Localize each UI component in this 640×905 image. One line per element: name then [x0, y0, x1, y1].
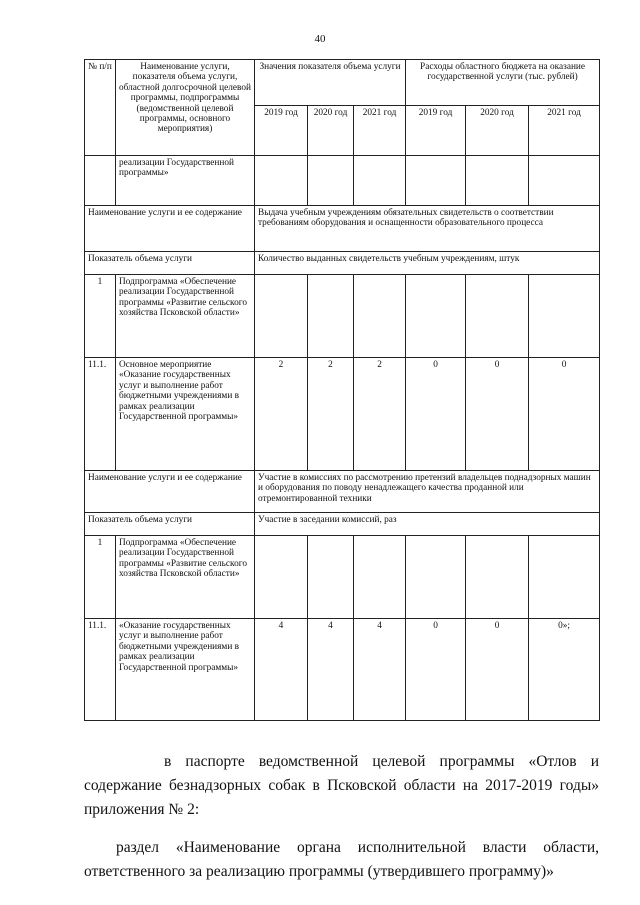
header-year: 2020 год	[466, 106, 529, 156]
service-label: Наименование услуги и ее содержание	[85, 206, 255, 252]
service-label: Наименование услуги и ее содержание	[85, 471, 255, 513]
value-cell: 4	[354, 619, 406, 721]
value-cell	[354, 275, 406, 358]
value-cell	[255, 275, 308, 358]
indicator-value: Участие в заседании комиссий, раз	[255, 513, 600, 536]
value-cell: 4	[255, 619, 308, 721]
value-cell: 0»;	[529, 619, 600, 721]
header-year: 2021 год	[529, 106, 600, 156]
value-cell	[466, 536, 529, 619]
header-expenses-group: Расходы областного бюджета на оказание государственной услуги (тыс. рублей)	[406, 60, 600, 106]
value-cell: 0	[406, 358, 466, 471]
indicator-row	[85, 252, 600, 275]
row-num: 1	[85, 536, 116, 619]
indicator-value: Количество выданных свидетельств учебным учреждениям, штук	[255, 252, 600, 275]
header-year: 2019 год	[406, 106, 466, 156]
row-num	[85, 156, 116, 206]
value-cell: 2	[354, 358, 406, 471]
service-value: Участие в комиссиях по рассмотрению претензий владельцев поднадзорных машин и оборудования по поводу ненадлежащего качества проданной или отремонтированной техники	[255, 471, 600, 513]
value-cell	[255, 536, 308, 619]
body-paragraph: раздел «Наименование органа исполнительной власти области, ответственного за реализацию программы (утвердившего программу)»	[84, 838, 599, 880]
value-cell: 0	[466, 358, 529, 471]
header-name: Наименование услуги, показателя объема услуги, областной долгосрочной целевой программы, подпрограммы (ведомственной целевой программы, основного мероприятия)	[116, 60, 255, 156]
value-cell	[529, 536, 600, 619]
row-name: Подпрограмма «Обеспечение реализации Государственной программы «Развитие сельского хозяйства Псковской области»	[116, 536, 255, 619]
header-values-group: Значения показателя объема услуги	[255, 60, 406, 106]
row-name: Подпрограмма «Обеспечение реализации Государственной программы «Развитие сельского хозяйства Псковской области»	[116, 275, 255, 358]
value-cell	[354, 536, 406, 619]
row-num: 1	[85, 275, 116, 358]
value-cell	[308, 536, 354, 619]
table-row	[85, 156, 600, 206]
table-row	[85, 275, 600, 358]
header-year: 2020 год	[308, 106, 354, 156]
header-year: 2019 год	[255, 106, 308, 156]
services-table	[84, 59, 600, 721]
table-row	[85, 619, 600, 721]
table-row	[85, 536, 600, 619]
value-cell: 0	[529, 358, 600, 471]
page-number: 40	[314, 33, 326, 45]
indicator-label: Показатель объема услуги	[85, 513, 255, 536]
table-row	[85, 358, 600, 471]
value-cell	[406, 275, 466, 358]
value-cell	[529, 275, 600, 358]
value-cell: 2	[308, 358, 354, 471]
value-cell: 0	[466, 619, 529, 721]
value-cell: 4	[308, 619, 354, 721]
service-row	[85, 471, 600, 513]
row-name: реализации Государственной программы»	[116, 156, 255, 206]
value-cell	[308, 275, 354, 358]
body-paragraph: в паспорте ведомственной целевой программы «Отлов и содержание безнадзорных собак в Псковской области на 2017-2019 годы» приложения № 2:	[84, 752, 599, 818]
header-num: № п/п	[85, 60, 116, 156]
row-num: 11.1.	[85, 358, 116, 471]
value-cell: 0	[406, 619, 466, 721]
indicator-label: Показатель объема услуги	[85, 252, 255, 275]
row-num: 11.1.	[85, 619, 116, 721]
service-value: Выдача учебным учреждениям обязательных свидетельств о соответствии требованиям оборудования и оснащенности образовательного процесса	[255, 206, 600, 252]
header-year: 2021 год	[354, 106, 406, 156]
row-name: Основное мероприятие «Оказание государственных услуг и выполнение работ бюджетными учреждениями в рамках реализации Государственной программы»	[116, 358, 255, 471]
value-cell	[406, 536, 466, 619]
service-row	[85, 206, 600, 252]
value-cell: 2	[255, 358, 308, 471]
row-name: «Оказание государственных услуг и выполнение работ бюджетными учреждениями в рамках реализации Государственной программы»	[116, 619, 255, 721]
indicator-row	[85, 513, 600, 536]
value-cell	[466, 275, 529, 358]
